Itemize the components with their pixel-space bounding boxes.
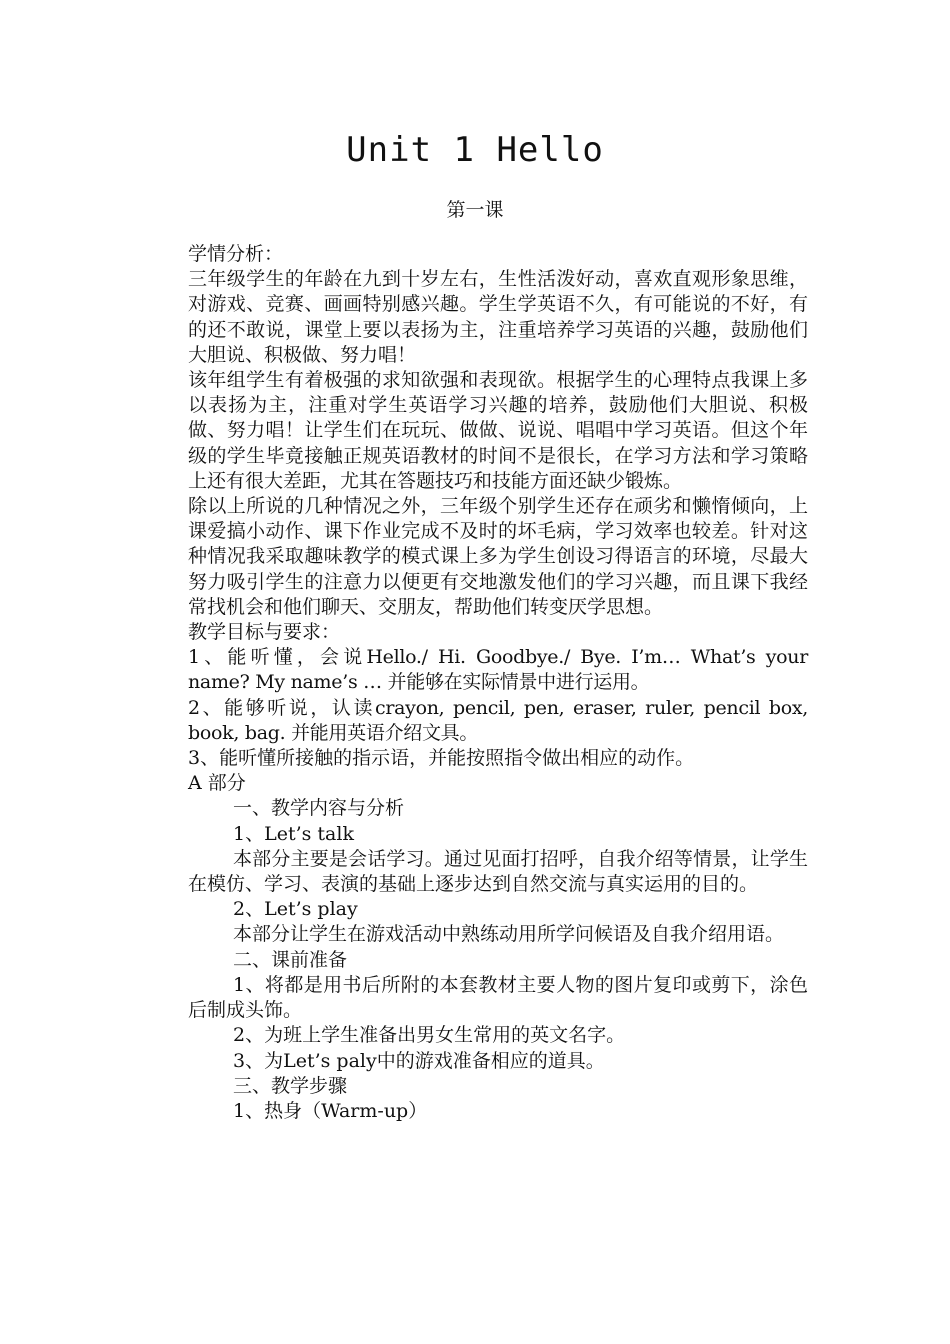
paragraph-analysis-2: 该年组学生有着极强的求知欲强和表现欲。根据学生的心理特点我课上多以表扬为主，注重对学生英语学习兴趣的培养，鼓励他们大胆说、积极做、努力唱！让学生们在玩玩、做做、说说、唱唱中学习英语。但这个年级的学生毕竟接触正规英语教材的时间不是很长，在学习方法和学习策略上还有很大差距，尤其在答题技巧和技能方面还缺少锻炼。 bbox=[188, 369, 808, 492]
paragraph-analysis-3: 除以上所说的几种情况之外，三年级个别学生还存在顽劣和懒惰倾向，上课爱搞小动作、课下作业完成不及时的坏毛病，学习效率也较差。针对这种情况我采取趣味教学的模式课上多为学生创设习得语言的环境，尽最大努力吸引学生的注意力以便更有交地激发他们的学习兴趣，而且课下我经常找机会和他们聊天、交朋友，帮助他们转变厌学思想。 bbox=[188, 495, 808, 618]
objective-3: 3、能听懂所接触的指示语，并能按照指令做出相应的动作。 bbox=[188, 747, 695, 770]
paragraph-analysis-1: 三年级学生的年龄在九到十岁左右，生性活泼好动，喜欢直观形象思维，对游戏、竞赛、画画特别感兴趣。学生学英语不久，有可能说的不好，有的还不敢说，课堂上要以表扬为主，注重培养学习英语的兴趣，鼓励他们大胆说、积极做、努力唱！ bbox=[188, 268, 808, 366]
paragraph-lets-talk: 本部分主要是会话学习。通过见面打招呼，自我介绍等情景，让学生在模仿、学习、表演的基础上逐步达到自然交流与真实运用的目的。 bbox=[188, 847, 808, 896]
objective-1: 1、能听懂，会说Hello./ Hi. Goodbye./ Bye. I’m… What’s your name? My name’s … 并能够在实际情景中进行运用。 bbox=[188, 646, 808, 694]
document-title: Unit 1 Hello bbox=[346, 130, 604, 170]
step-warm-up: 1、热身（Warm-up） bbox=[233, 1099, 428, 1122]
heading-objectives: 教学目标与要求： bbox=[188, 621, 341, 644]
subheading-content-analysis: 一、教学内容与分析 bbox=[233, 797, 405, 820]
subheading-teaching-steps: 三、教学步骤 bbox=[233, 1074, 348, 1097]
item-lets-play: 2、Let’s play bbox=[233, 898, 358, 921]
preparation-2: 2、为班上学生准备出男女生常用的英文名字。 bbox=[233, 1024, 626, 1047]
lesson-subtitle: 第一课 bbox=[446, 199, 504, 221]
objective-2: 2、能够听说，认读crayon, pencil, pen, eraser, ruler, pencil box, book, bag. 并能用英语介绍文具。 bbox=[188, 696, 808, 744]
section-a-heading: A 部分 bbox=[188, 772, 246, 795]
paragraph-lets-play: 本部分让学生在游戏活动中熟练动用所学问候语及自我介绍用语。 bbox=[233, 923, 785, 946]
heading-student-analysis: 学情分析： bbox=[188, 243, 284, 265]
subheading-preparation: 二、课前准备 bbox=[233, 948, 348, 971]
preparation-3: 3、为Let’s paly中的游戏准备相应的道具。 bbox=[233, 1049, 605, 1072]
item-lets-talk: 1、Let’s talk bbox=[233, 822, 354, 845]
preparation-1: 1、将都是用书后所附的本套教材主要人物的图片复印或剪下，涂色后制成头饰。 bbox=[188, 973, 808, 1022]
document-body bbox=[188, 242, 808, 1124]
